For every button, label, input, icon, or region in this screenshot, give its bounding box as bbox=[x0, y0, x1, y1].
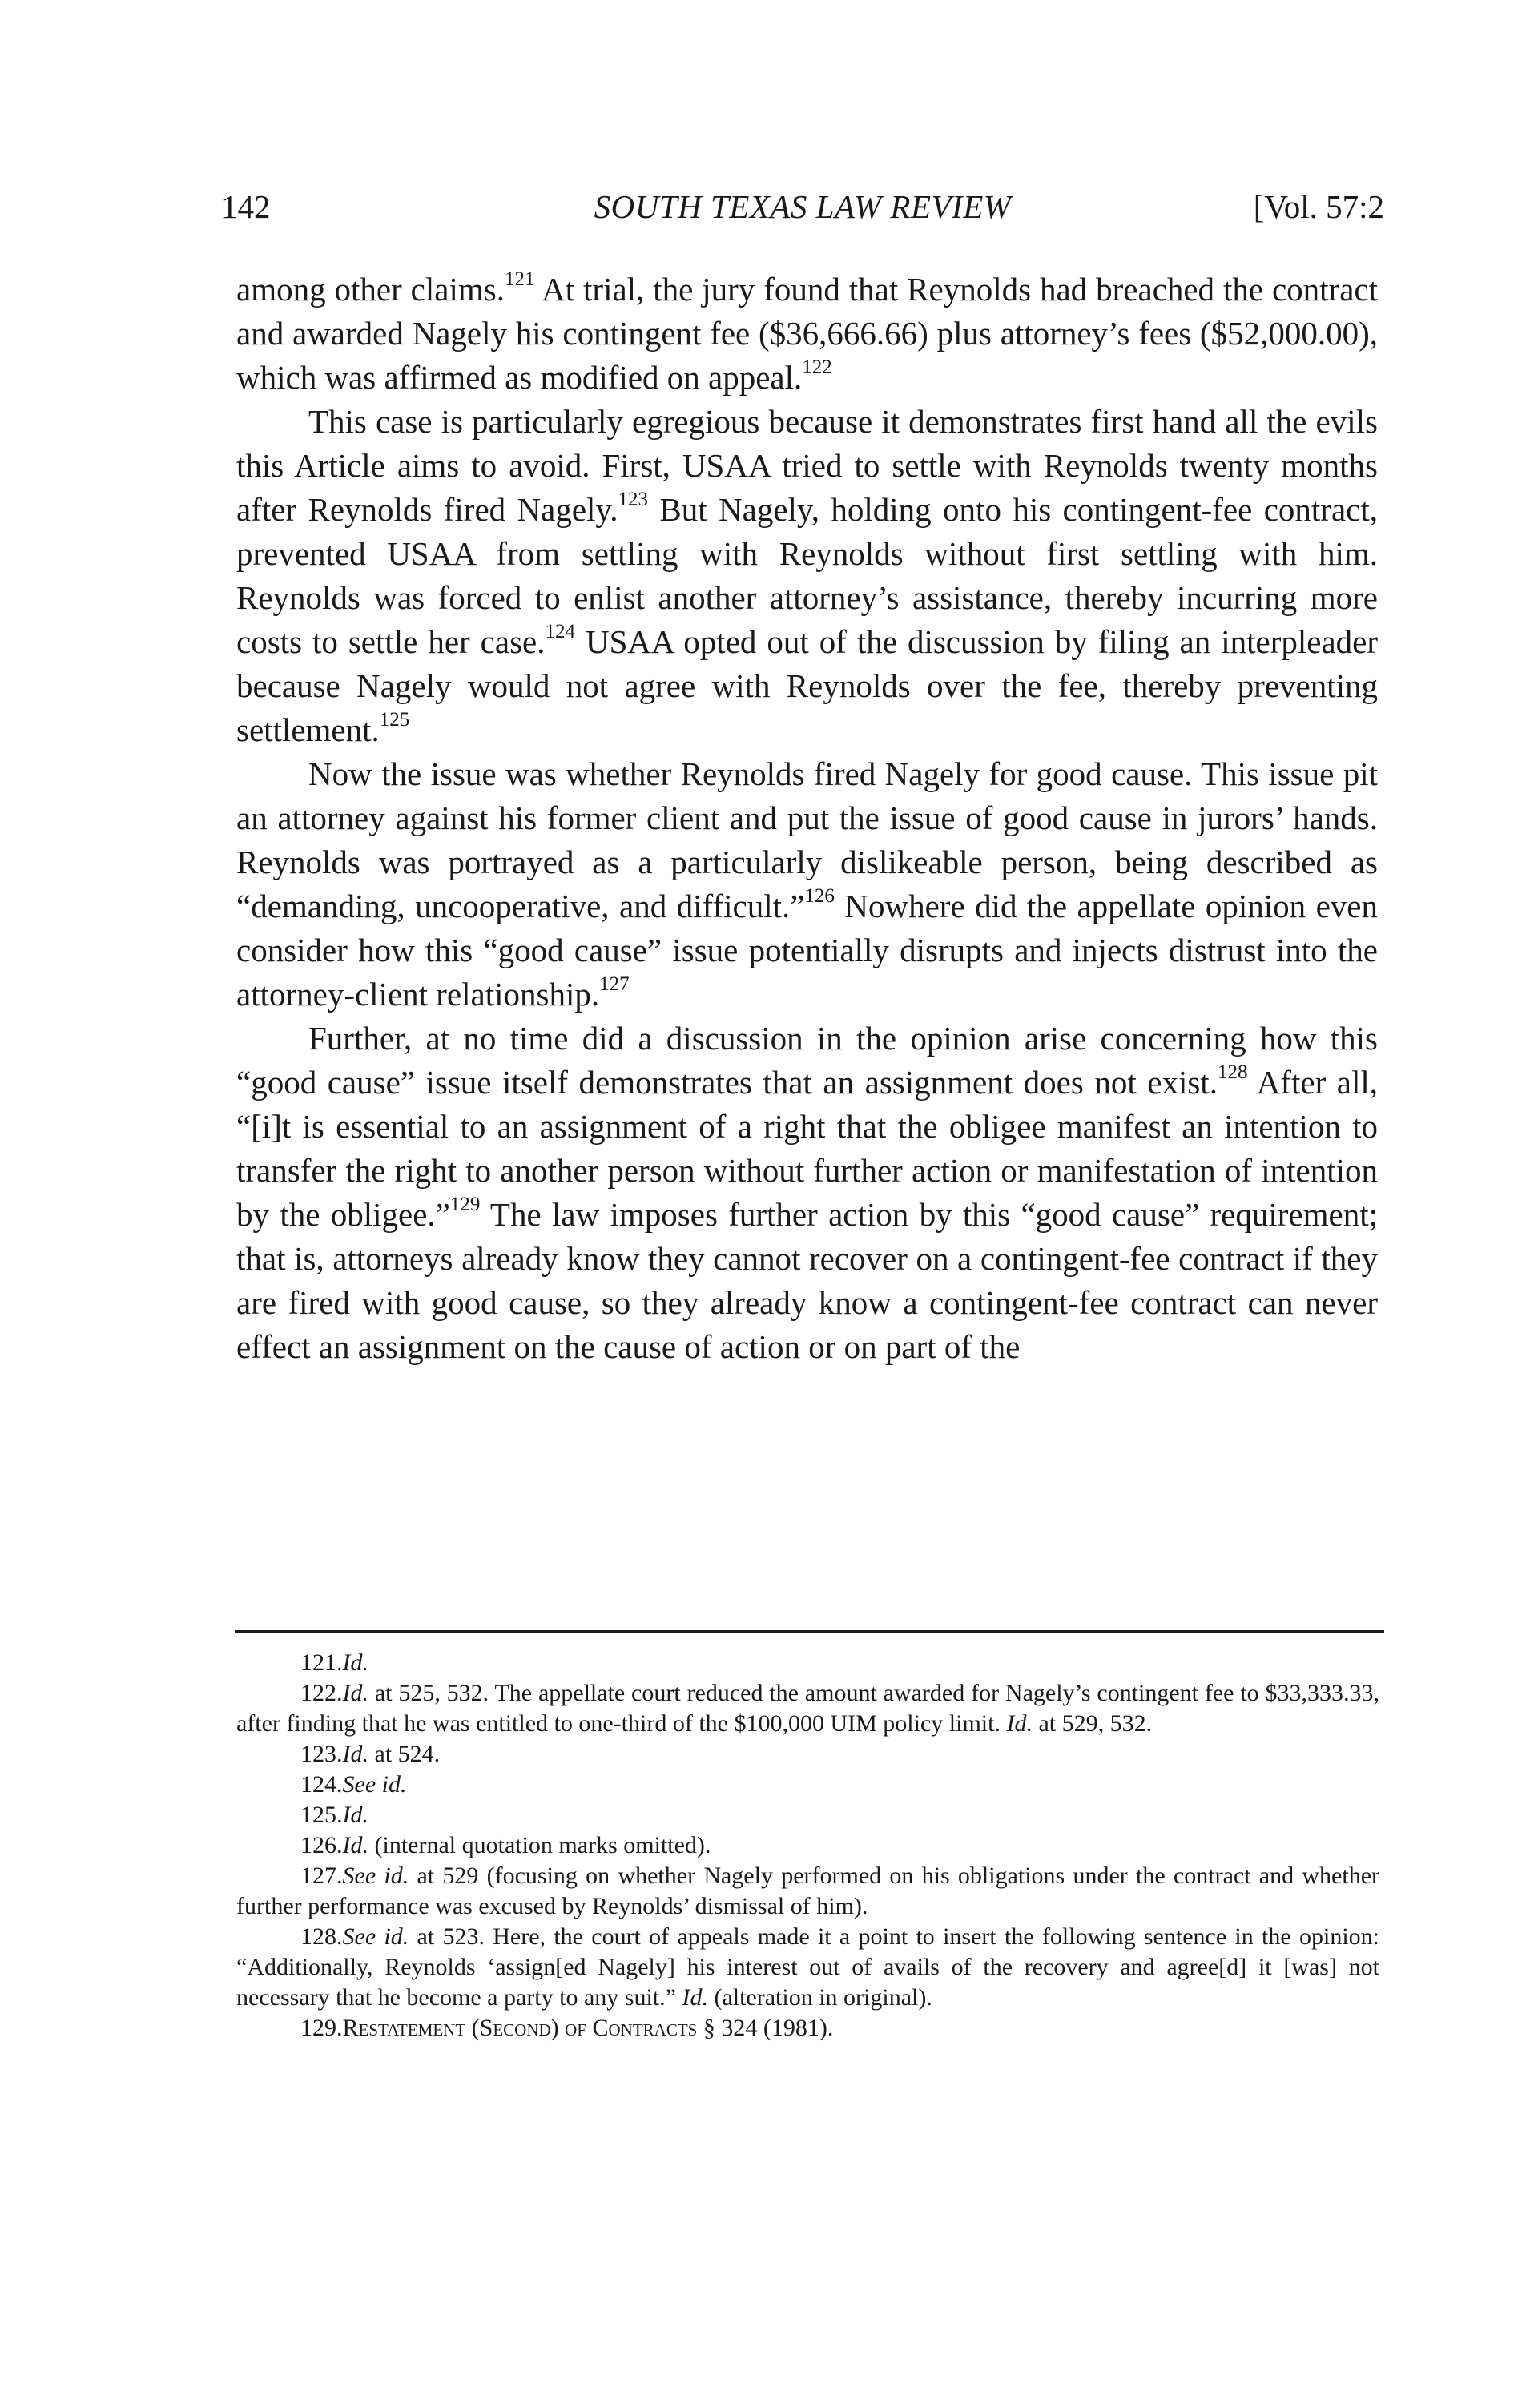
paragraph-4 bbox=[236, 1017, 1378, 1369]
journal-title: SOUTH TEXAS LAW REVIEW bbox=[594, 188, 1012, 225]
footnote-125 bbox=[236, 1800, 1379, 1830]
citation-signal: Id. bbox=[342, 1741, 368, 1767]
footnote-129 bbox=[236, 2013, 1379, 2044]
footnote-text: at 523. Here, the court of appeals made it a point to insert the following sentence in the opinion: “Additionally, Reynolds ‘assign[ed Nagely] his interest out of avails of the recovery and agree[d] it [was] not necessary that he become a party to any suit.” bbox=[236, 1923, 1379, 2011]
citation-signal: Id. bbox=[342, 1802, 368, 1828]
text-span: Further, at no time did a discussion in the opinion arise concerning how this “good cause” issue itself demonstrates that an assignment does not exist. bbox=[236, 1020, 1378, 1101]
citation-signal: Id. bbox=[342, 1832, 368, 1858]
footnote-number: 128. bbox=[300, 1923, 343, 1950]
footnote-number: 121. bbox=[300, 1649, 343, 1676]
footnote-ref-122[interactable]: 122 bbox=[802, 356, 832, 378]
footnote-ref-121[interactable]: 121 bbox=[504, 268, 535, 290]
footnote-text: (internal quotation marks omitted). bbox=[368, 1832, 711, 1858]
text-span: The law imposes further action by this “good cause” requirement; that is, attorneys already know they cannot recover on a contingent-fee contract if they are fired with good cause, so they already know a contingent-fee contract can never effect an assignment on the cause of action or on part of the bbox=[236, 1196, 1378, 1365]
footnote-127 bbox=[236, 1861, 1379, 1922]
footnote-ref-125[interactable]: 125 bbox=[379, 709, 410, 731]
citation-signal: Id. bbox=[342, 1649, 368, 1676]
footnote-ref-127[interactable]: 127 bbox=[599, 973, 630, 995]
paragraph-3 bbox=[236, 752, 1378, 1017]
footnote-number: 122. bbox=[300, 1680, 343, 1706]
text-span: USAA opted out of the discussion by filing an interpleader because Nagely would not agree with Reynolds over the fee, thereby preventing settlement. bbox=[236, 623, 1378, 748]
text-span: Now the issue was whether Reynolds fired Nagely for good cause. This issue pit an attorney against his former client and put the issue of good cause in jurors’ hands. Reynolds was portrayed as a particularly dislikeable person, being described as “demanding, uncooperative, and difficult.” bbox=[236, 755, 1378, 924]
footnote-123 bbox=[236, 1739, 1379, 1770]
footnote-126 bbox=[236, 1830, 1379, 1861]
footnote-number: 124. bbox=[300, 1771, 343, 1798]
source-title: Restatement (Second) of Contracts bbox=[342, 2015, 698, 2041]
citation-signal: Id. bbox=[1006, 1710, 1033, 1737]
footnote-124 bbox=[236, 1770, 1379, 1800]
footnote-text: at 524. bbox=[368, 1741, 441, 1767]
footnote-ref-124[interactable]: 124 bbox=[545, 621, 575, 642]
text-span: Nowhere did the appellate opinion even consider how this “good cause” issue potentially disrupts and injects distrust into the attorney-client relationship. bbox=[236, 888, 1378, 1013]
running-head bbox=[221, 183, 1384, 231]
footnote-text: § 324 (1981). bbox=[697, 2015, 834, 2041]
paragraph-2 bbox=[236, 400, 1378, 752]
footnote-ref-123[interactable]: 123 bbox=[618, 489, 649, 510]
citation-signal: Id. bbox=[342, 1680, 368, 1706]
footnote-number: 129. bbox=[300, 2015, 343, 2041]
citation-signal: See id. bbox=[342, 1923, 409, 1950]
text-span: After all, “[i]t is essential to an assignment of a right that the obligee manifest an intention to transfer the right to another person without further action or manifestation of intention by the obligee.” bbox=[236, 1064, 1378, 1233]
footnote-text: (alteration in original). bbox=[707, 1984, 932, 2011]
footnote-number: 127. bbox=[300, 1862, 343, 1889]
footnote-number: 123. bbox=[300, 1741, 343, 1767]
footnote-128 bbox=[236, 1922, 1379, 2013]
page-number: 142 bbox=[221, 188, 271, 225]
footnote-number: 125. bbox=[300, 1802, 343, 1828]
footnotes bbox=[236, 1648, 1379, 2044]
text-span: But Nagely, holding onto his contingent-fee contract, prevented USAA from settling with Reynolds without first settling with him. Reynolds was forced to enlist another attorney’s assistance, thereby incurring more costs to settle her case. bbox=[236, 491, 1378, 660]
body-text bbox=[236, 268, 1378, 1369]
footnote-121 bbox=[236, 1648, 1379, 1678]
footnote-text: at 525, 532. The appellate court reduced the amount awarded for Nagely’s contingent fee to $33,333.33, after finding that he was entitled to one-third of the $100,000 UIM policy limit. bbox=[236, 1680, 1379, 1737]
paragraph-1 bbox=[236, 268, 1378, 400]
footnote-number: 126. bbox=[300, 1832, 343, 1858]
text-span: At trial, the jury found that Reynolds had breached the contract and awarded Nagely his contingent fee ($36,666.66) plus attorney’s fees ($52,000.00), which was affirmed as modified on appeal. bbox=[236, 271, 1378, 396]
footnote-ref-129[interactable]: 129 bbox=[449, 1194, 481, 1215]
volume-issue: [Vol. 57:2 bbox=[1253, 188, 1384, 225]
footnote-ref-128[interactable]: 128 bbox=[1217, 1061, 1248, 1083]
footnote-122 bbox=[236, 1678, 1379, 1739]
citation-signal: Id. bbox=[682, 1984, 708, 2011]
footnote-ref-126[interactable]: 126 bbox=[804, 885, 835, 907]
footnote-divider bbox=[235, 1630, 1384, 1633]
text-span: This case is particularly egregious because it demonstrates first hand all the evils this Article aims to avoid. First, USAA tried to settle with Reynolds twenty months after Reynolds fired Nagely. bbox=[236, 403, 1378, 528]
citation-signal: See id. bbox=[342, 1771, 407, 1798]
text-span: among other claims. bbox=[236, 271, 505, 308]
footnote-text: at 529 (focusing on whether Nagely performed on his obligations under the contract and whether further performance was excused by Reynolds’ dismissal of him). bbox=[236, 1862, 1379, 1919]
citation-signal: See id. bbox=[342, 1862, 409, 1889]
footnote-text: at 529, 532. bbox=[1032, 1710, 1153, 1737]
